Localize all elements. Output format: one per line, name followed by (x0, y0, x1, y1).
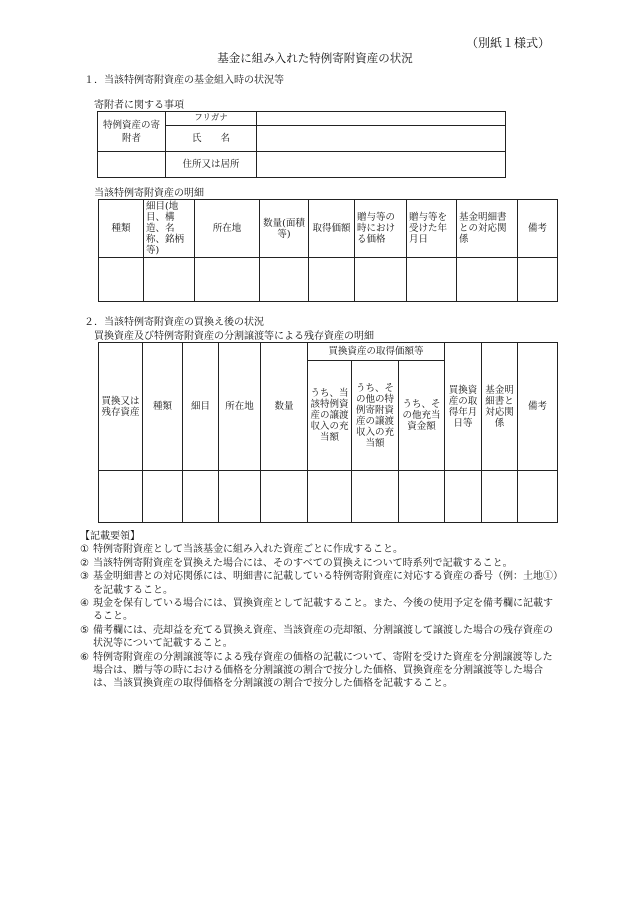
address-field[interactable] (257, 152, 506, 178)
header-sub-other-asset: うち、その他の特例寄附資産の譲渡収入の充当額 (352, 361, 399, 471)
cell-quantity[interactable] (260, 258, 309, 302)
note-text: 基金明細書との対応関係には、明細書に記載している特例寄附資産に対応する資産の番号（例：土地①）を記載すること。 (93, 571, 558, 596)
header-fund-correspondence: 基金明細書との対応関係 (457, 200, 518, 258)
cell-remarks[interactable] (518, 471, 558, 523)
cell-fund-correspondence[interactable] (457, 258, 518, 302)
cell-type[interactable] (143, 471, 183, 523)
name-label: 氏 名 (166, 126, 257, 152)
note-text: 特例寄附資産の分割譲渡等による残存資産の価格の記載について、寄附を受けた資産を分割譲渡等した場合は、贈与等の時における価格を分割譲渡の割合で按分した価格、買換資産を分割譲渡等した場合は、当該買換資産の取得価格を分割譲渡の割合で按分した価格を記載すること。 (93, 651, 553, 690)
header-value-at-gift: 贈与等の時における価格 (355, 200, 407, 258)
header-remarks: 備考 (518, 200, 558, 258)
header-detail: 細目(地目、構造、名称、銘柄等) (144, 200, 195, 258)
header-acquisition-cost: 取得価額 (309, 200, 355, 258)
header-type: 種類 (143, 343, 183, 471)
note-number: ⑤ (80, 624, 89, 636)
note-item (80, 557, 560, 570)
furigana-field[interactable] (257, 112, 506, 126)
note-number: ④ (80, 598, 89, 610)
cell-location[interactable] (195, 258, 260, 302)
header-acquisition-cost-group: 買換資産の取得価額等 (308, 343, 445, 361)
note-number: ② (80, 557, 89, 569)
section1-heading: １．当該特例寄附資産の基金組入時の状況等 (84, 75, 284, 86)
cell-kind-of-asset[interactable] (99, 471, 143, 523)
note-text: 特例寄附資産として当該基金に組み入れた資産ごとに作成すること。 (93, 544, 403, 556)
header-location: 所在地 (219, 343, 261, 471)
donor-group-label: 特例資産の寄附者 (98, 112, 166, 152)
cell-remarks[interactable] (518, 258, 558, 302)
note-number: ③ (80, 571, 89, 583)
donor-heading: 寄附者に関する事項 (94, 100, 184, 111)
header-acquired-date: 買換資産の取得年月日等 (445, 343, 482, 471)
cell-detail[interactable] (183, 471, 219, 523)
section2-subheading: 買換資産及び特例寄附資産の分割譲渡等による残存資産の明細 (94, 331, 374, 342)
page-title: 基金に組み入れた特例寄附資産の状況 (217, 51, 413, 65)
note-item (80, 597, 560, 624)
detail-heading: 当該特例寄附資産の明細 (94, 188, 204, 199)
cell-sub-other-asset[interactable] (352, 471, 399, 523)
furigana-label: フリガナ (166, 112, 257, 126)
header-type: 種類 (99, 200, 144, 258)
header-sub-own-asset: うち、当該特例資産の譲渡収入の充当額 (308, 361, 352, 471)
asset-detail-table (98, 199, 558, 302)
header-quantity: 数量(面積等) (260, 200, 309, 258)
cell-acquired-date[interactable] (445, 471, 482, 523)
note-item (80, 570, 560, 597)
cell-type[interactable] (99, 258, 144, 302)
section2-heading: ２．当該特例寄附資産の買換え後の状況 (84, 317, 264, 328)
cell-sub-other-funds[interactable] (399, 471, 445, 523)
cell-location[interactable] (219, 471, 261, 523)
cell-acquisition-cost[interactable] (309, 258, 355, 302)
header-detail: 細目 (183, 343, 219, 471)
header-kind-of-asset: 買換又は残存資産 (99, 343, 143, 471)
cell-quantity[interactable] (261, 471, 308, 523)
header-sub-other-funds: うち、その他充当資金額 (399, 361, 445, 471)
header-correspondence: 基金明細書と対応関係 (482, 343, 518, 471)
note-number: ⑥ (80, 651, 89, 663)
header-gift-date: 贈与等を受けた年月日 (407, 200, 457, 258)
cell-gift-date[interactable] (407, 258, 457, 302)
note-text: 備考欄には、売却益を充てる買換え資産、当該資産の売却額、分割譲渡して譲渡した場合の残存資産の状況等について記載すること。 (93, 624, 553, 650)
form-label: （別紙１様式） (465, 36, 550, 50)
note-item (80, 543, 560, 556)
note-item (80, 651, 560, 691)
donor-table (97, 111, 506, 178)
note-text: 現金を保有している場合には、買換資産として記載すること。また、今後の使用予定を備考欄に記載すること。 (93, 598, 553, 623)
header-location: 所在地 (195, 200, 260, 258)
replacement-asset-table (98, 342, 558, 523)
cell-correspondence[interactable] (482, 471, 518, 523)
donor-spacer-cell (98, 152, 166, 178)
header-remarks: 備考 (518, 343, 558, 471)
cell-detail[interactable] (144, 258, 195, 302)
address-label: 住所又は居所 (166, 152, 257, 178)
notes-heading: 【記載要領】 (80, 531, 140, 542)
note-number: ① (80, 544, 89, 556)
header-quantity: 数量 (261, 343, 308, 471)
note-item (80, 624, 560, 651)
name-field[interactable] (257, 126, 506, 152)
cell-value-at-gift[interactable] (355, 258, 407, 302)
note-text: 当該特例寄附資産を買換えた場合には、そのすべての買換えについて時系列で記載すること。 (93, 557, 513, 569)
cell-sub-own-asset[interactable] (308, 471, 352, 523)
notes-block (80, 530, 560, 691)
